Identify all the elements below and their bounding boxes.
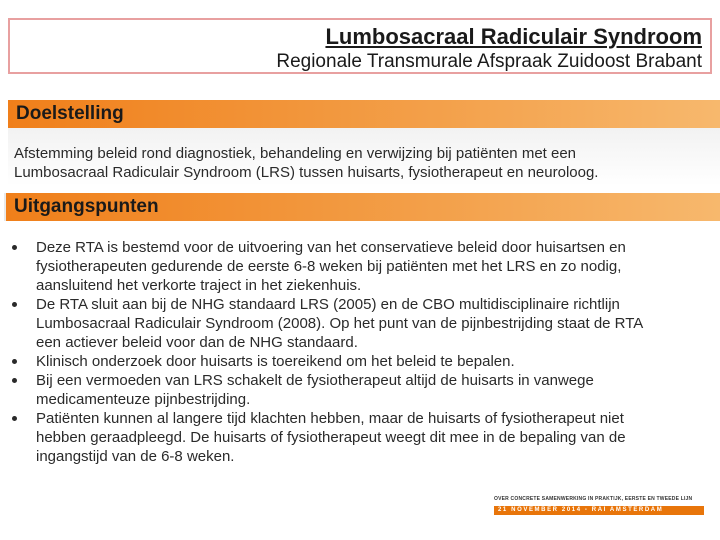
bullet-icon [12,416,17,421]
list-item [8,295,714,352]
list-item-line: Bij een vermoeden van LRS schakelt de fysiotherapeut altijd de huisarts in vanwege [36,372,594,389]
section-heading-doelstelling: Doelstelling [16,103,124,124]
list-item-line: Patiënten kunnen al langere tijd klachten hebben, maar de huisarts of fysiotherapeut niet [36,410,624,427]
title-box [8,18,712,74]
list-item [8,352,714,371]
list-item [8,371,714,409]
bullet-icon [12,245,17,250]
list-item [8,238,714,295]
section-bar-uitgangspunten [4,193,720,221]
bullet-icon [12,359,17,364]
list-item-line: een actiever beleid voor dan de NHG standaard. [36,334,358,351]
list-item-line: hebben geraadpleegd. De huisarts of fysiotherapeut weegt dit mee in de bepaling van de [36,429,626,446]
list-item-line: aansluitend het verkorte traject in het ziekenhuis. [36,277,362,294]
list-item-line: medicamenteuze pijnbestrijding. [36,391,251,408]
bullet-icon [12,302,17,307]
list-item-line: Klinisch onderzoek door huisarts is toereikend om het beleid te bepalen. [36,353,515,370]
list-item-line: Deze RTA is bestemd voor de uitvoering van het conservatieve beleid door huisartsen en [36,239,626,256]
footer-tagline: OVER CONCRETE SAMENWERKING IN PRAKTIJK, EERSTE EN TWEEDE LIJN [494,496,693,502]
list-item [8,409,714,466]
goal-paragraph [14,144,714,182]
section-bar-doelstelling [8,100,720,128]
list-item-line: fysiotherapeuten gedurende de eerste 6-8 weken bij patiënten met het LRS en zo nodig, [36,258,622,275]
section-heading-uitgangspunten: Uitgangspunten [14,196,159,217]
bullet-icon [12,378,17,383]
goal-line: Afstemming beleid rond diagnostiek, behandeling en verwijzing bij patiënten met een [14,145,577,162]
event-footer [494,496,704,522]
list-item-line: De RTA sluit aan bij de NHG standaard LRS (2005) en de CBO multidisciplinaire richtlijn [36,296,620,313]
page-subtitle: Regionale Transmurale Afspraak Zuidoost Brabant [276,51,702,72]
list-item-line: ingangstijd van de 6-8 weken. [36,448,235,465]
list-item-line: Lumbosacraal Radiculair Syndroom (2008). Op het punt van de pijnbestrijding staat de RTA [36,315,644,332]
bullet-list [8,238,714,466]
goal-line: Lumbosacraal Radiculair Syndroom (LRS) tussen huisarts, fysiotherapeut en neuroloog. [14,164,599,181]
footer-event-banner: 21 NOVEMBER 2014 - RAI AMSTERDAM [494,506,704,515]
page-title: Lumbosacraal Radiculair Syndroom [325,24,702,49]
